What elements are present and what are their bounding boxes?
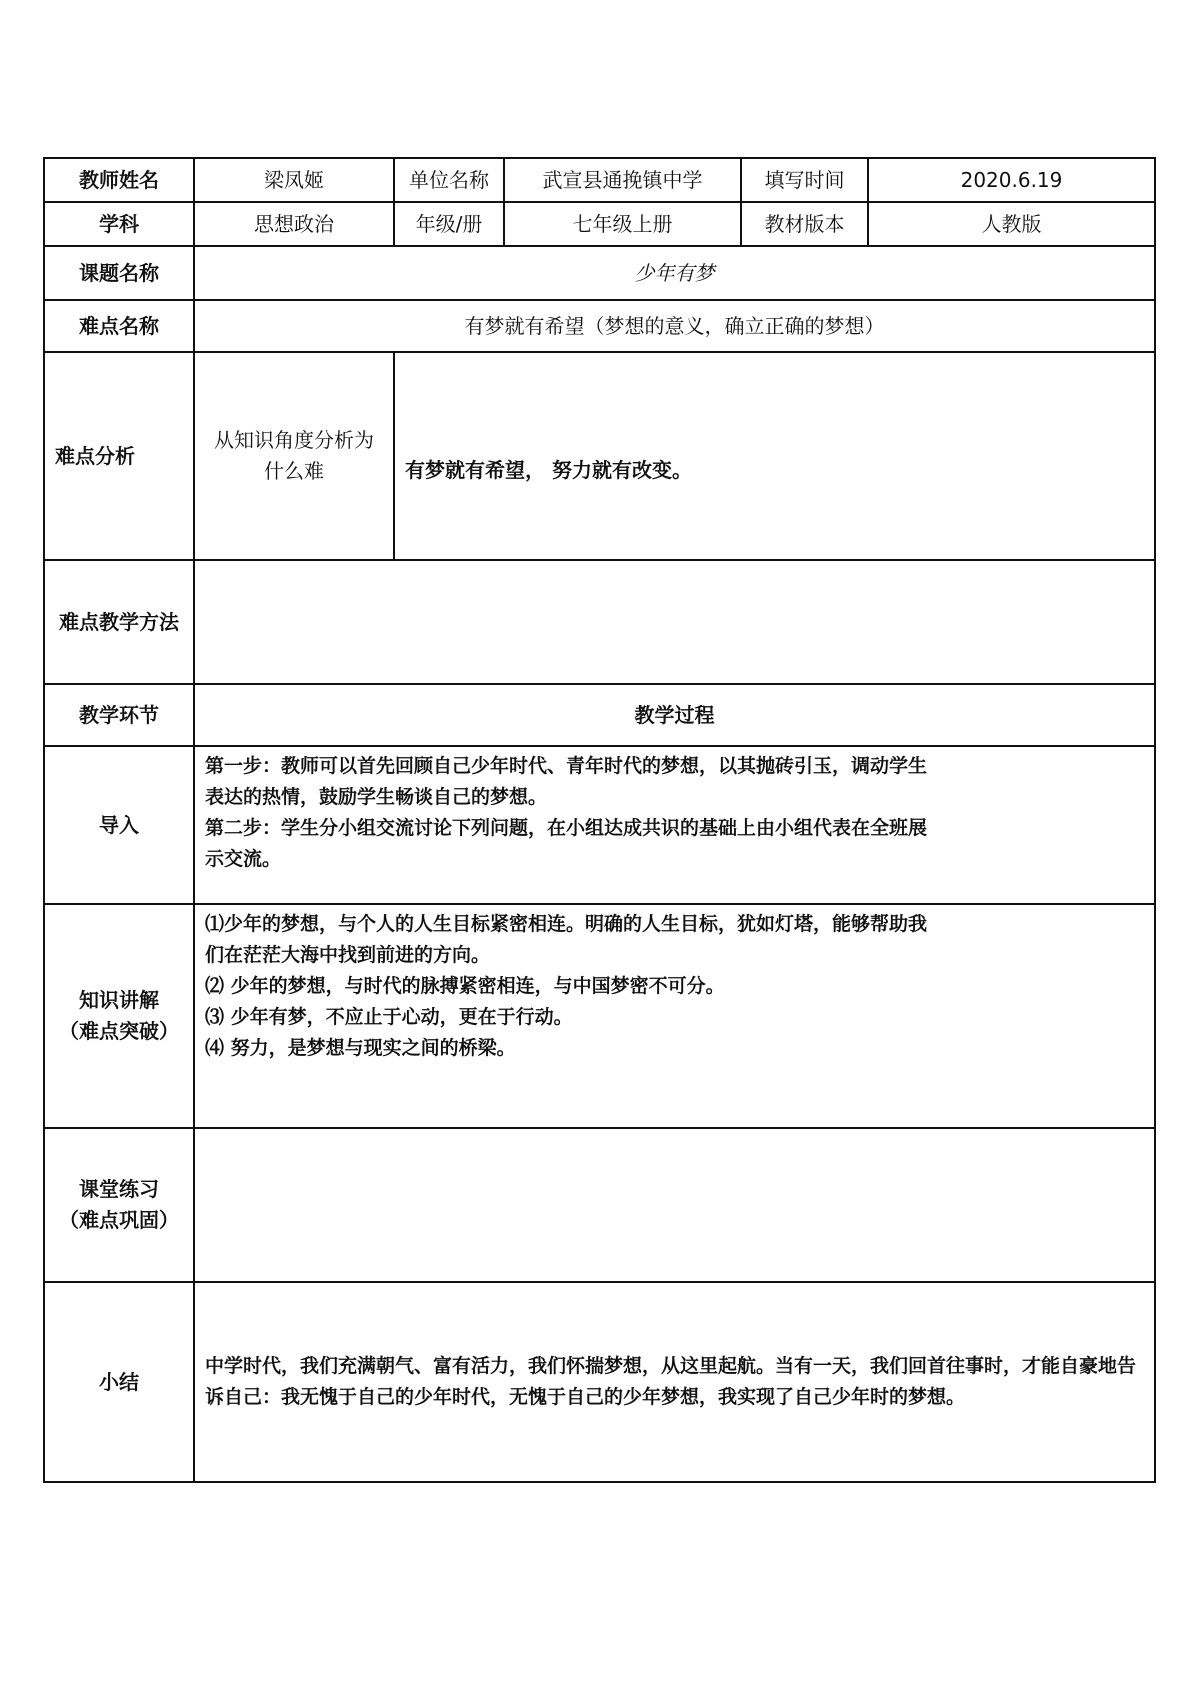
intro-line: 示交流。 — [205, 848, 282, 870]
process-stage-label: 教学环节 — [44, 684, 194, 746]
knowledge-content — [194, 904, 1155, 1128]
method-row — [44, 560, 1155, 684]
grade-label: 年级/册 — [394, 202, 504, 246]
practice-value — [194, 1128, 1155, 1282]
difficulty-value: 有梦就有希望（梦想的意义，确立正确的梦想） — [194, 300, 1155, 352]
knowledge-line: ⑶ 少年有梦，不应止于心动，更在于行动。 — [205, 1006, 573, 1028]
knowledge-label-line-2: （难点突破） — [59, 1019, 179, 1043]
practice-row — [44, 1128, 1155, 1282]
intro-line: 第二步：学生分小组交流讨论下列问题，在小组达成共识的基础上由小组代表在全班展 — [205, 817, 928, 839]
practice-label — [44, 1128, 194, 1282]
practice-label-line-2: （难点巩固） — [59, 1208, 179, 1232]
intro-line: 第一步：教师可以首先回顾自己少年时代、青年时代的梦想，以其抛砖引玉，调动学生 — [205, 755, 928, 777]
fill-date-label: 填写时间 — [741, 158, 868, 202]
intro-label: 导入 — [44, 746, 194, 904]
process-header-row — [44, 684, 1155, 746]
summary-label: 小结 — [44, 1282, 194, 1482]
intro-row — [44, 746, 1155, 904]
grade-value: 七年级上册 — [504, 202, 741, 246]
knowledge-label — [44, 904, 194, 1128]
process-label: 教学过程 — [194, 684, 1155, 746]
analysis-label: 难点分析 — [44, 352, 194, 560]
analysis-value: 有梦就有希望， 努力就有改变。 — [394, 352, 1155, 560]
analysis-sub-label: 从知识角度分析为什么难 — [194, 352, 394, 560]
method-label: 难点教学方法 — [44, 560, 194, 684]
header-row-2 — [44, 202, 1155, 246]
knowledge-line: 们在茫茫大海中找到前进的方向。 — [205, 944, 491, 966]
knowledge-line: ⑵ 少年的梦想，与时代的脉搏紧密相连，与中国梦密不可分。 — [205, 975, 725, 997]
topic-row — [44, 246, 1155, 300]
lesson-plan-table — [43, 157, 1156, 1483]
knowledge-line: ⑷ 努力，是梦想与现实之间的桥梁。 — [205, 1037, 516, 1059]
topic-value: 少年有梦 — [194, 246, 1155, 300]
knowledge-line: ⑴少年的梦想，与个人的人生目标紧密相连。明确的人生目标，犹如灯塔，能够帮助我 — [205, 913, 928, 935]
teacher-name-value: 梁凤姬 — [194, 158, 394, 202]
method-value — [194, 560, 1155, 684]
subject-value: 思想政治 — [194, 202, 394, 246]
analysis-row — [44, 352, 1155, 560]
unit-name-value: 武宣县通挽镇中学 — [504, 158, 741, 202]
teacher-name-label: 教师姓名 — [44, 158, 194, 202]
summary-row — [44, 1282, 1155, 1482]
lesson-plan-sheet — [43, 157, 1154, 1483]
topic-label: 课题名称 — [44, 246, 194, 300]
intro-content — [194, 746, 1155, 904]
difficulty-row — [44, 300, 1155, 352]
difficulty-label: 难点名称 — [44, 300, 194, 352]
summary-value: 中学时代，我们充满朝气、富有活力，我们怀揣梦想，从这里起航。当有一天，我们回首往事时，才能自豪地告诉自己：我无愧于自己的少年时代，无愧于自己的少年梦想，我实现了自己少年时的梦想。 — [194, 1282, 1155, 1482]
unit-name-label: 单位名称 — [394, 158, 504, 202]
subject-label: 学科 — [44, 202, 194, 246]
practice-label-line-1: 课堂练习 — [79, 1177, 159, 1201]
edition-label: 教材版本 — [741, 202, 868, 246]
edition-value: 人教版 — [868, 202, 1155, 246]
knowledge-label-line-1: 知识讲解 — [79, 988, 159, 1012]
knowledge-row — [44, 904, 1155, 1128]
fill-date-value: 2020.6.19 — [868, 158, 1155, 202]
intro-line: 表达的热情，鼓励学生畅谈自己的梦想。 — [205, 786, 548, 808]
header-row-1 — [44, 158, 1155, 202]
